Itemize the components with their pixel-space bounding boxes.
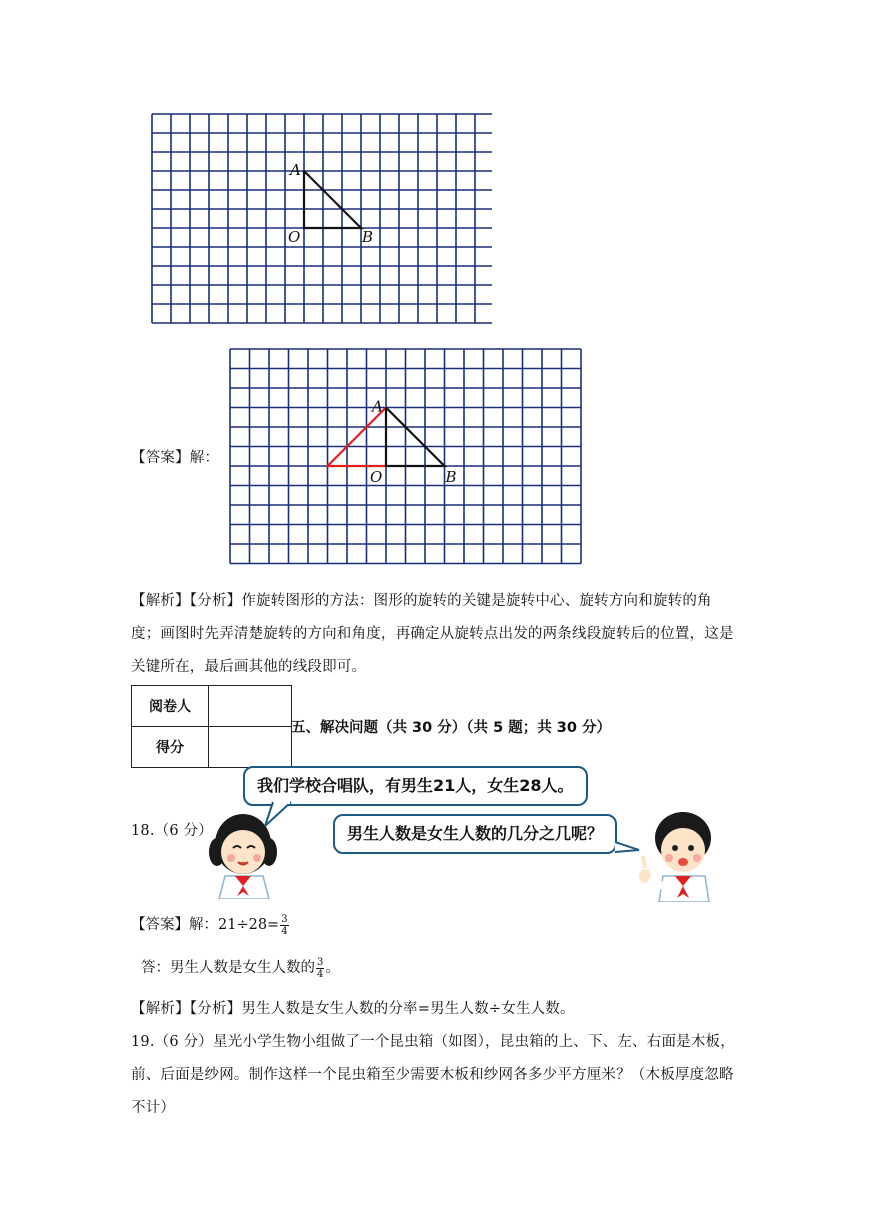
- score-table: [131, 685, 292, 768]
- q18-reply: [141, 955, 340, 981]
- point-a-label: A: [290, 161, 301, 179]
- grid-figure-answer: [228, 347, 584, 569]
- speech-bubble-boy: [333, 814, 617, 854]
- speech-bubble-girl-text: 我们学校合唱队，有男生21人，女生28人。: [257, 776, 574, 795]
- grid-figure-original-svg: [150, 112, 492, 326]
- reviewer-value-cell: [209, 686, 292, 727]
- q18-reply-fraction: [316, 957, 324, 980]
- q17-answer-label: 【答案】解：: [131, 450, 220, 466]
- grid-figure-answer-svg: [228, 347, 584, 569]
- q18-illustration: [205, 760, 725, 902]
- speech-bubble-boy-text: 男生人数是女生人数的几分之几呢？: [347, 824, 604, 843]
- q18-reply-fraction-num: 3: [317, 956, 324, 968]
- section-title: 五、解决问题（共 30 分）（共 5 题；共 30 分）: [291, 720, 611, 736]
- q18-answer-fraction-num: 3: [281, 913, 288, 925]
- grid-figure-original: [150, 112, 492, 326]
- q18-reply-text: 答：男生人数是女生人数的: [141, 960, 315, 976]
- score-table-row-reviewer: [132, 686, 292, 727]
- q18-answer-fraction-den: 4: [281, 925, 288, 937]
- score-label: 得分: [132, 727, 209, 768]
- triangle-original: [304, 171, 361, 228]
- q18-answer-fraction: [280, 914, 288, 937]
- q18-answer-text: 【答案】解：21÷28=: [131, 917, 280, 933]
- q18-answer: [131, 912, 290, 938]
- reviewer-label: 阅卷人: [132, 686, 209, 727]
- boy-avatar-icon: [635, 806, 721, 902]
- q18-analysis: 【解析】【分析】男生人数是女生人数的分率=男生人数÷女生人数。: [131, 1001, 575, 1017]
- point-a-label: A: [372, 397, 383, 416]
- q17-analysis: 【解析】【分析】作旋转图形的方法：图形的旋转的关键是旋转中心、旋转方向和旋转的角度；画图时先弄清楚旋转的方向和角度，再确定从旋转点出发的两条线段旋转后的位置，这是关键所在，最后画其他的线段即可。: [131, 593, 734, 675]
- q19-text: 19.（6 分）星光小学生物小组做了一个昆虫箱（如图），昆虫箱的上、下、左、右面是木板，前、后面是纱网。制作这样一个昆虫箱至少需要木板和纱网各多少平方厘米？（木板厚度忽略不计）: [131, 1034, 735, 1116]
- bubble-tail-girl: [263, 800, 303, 830]
- q18-reply-suffix: 。: [325, 960, 340, 976]
- q18-reply-fraction-den: 4: [317, 968, 324, 980]
- point-b-label: B: [362, 228, 374, 246]
- point-o-label: O: [288, 228, 301, 246]
- point-o-label: O: [370, 468, 383, 486]
- triangle-rotated: [328, 408, 387, 467]
- point-b-label: B: [445, 468, 457, 486]
- triangle-original: [386, 408, 445, 467]
- q18-number: 18.（6 分）: [131, 823, 213, 839]
